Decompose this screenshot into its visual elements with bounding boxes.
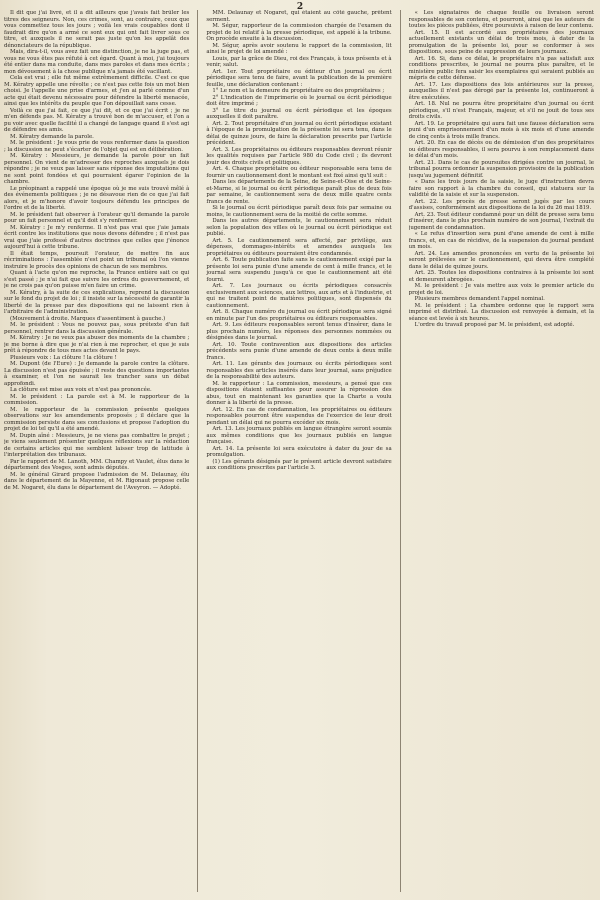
paragraph: M. Dupont (de l'Eure) : Je demande la parole contre la clôture. La discussion n'est pas épuisée ; il reste des questions importantes à examiner, et l'on ne saurait les trancher sans un débat approfondi. (4, 361, 190, 387)
paragraph: M. Ségur, après avoir soutenu le rapport de la commission, lit ainsi le projet de loi amendé : (206, 42, 392, 55)
paragraph: Dans les autres départements, le cautionnement sera réduit selon la population des villes où le journal ou écrit périodique est publié. (206, 218, 392, 237)
column-divider (400, 10, 401, 892)
paragraph: M. Kératry : Messieurs, je demande la parole pour un fait personnel. On vient de m'adresser des reproches auxquels je dois répondre ; je ne veux pas laisser sans réponse des imputations qui ne sont point fondées et qui pourraient égarer l'opinion de la chambre. (4, 153, 190, 185)
text-columns (4, 10, 594, 892)
paragraph: M. le président : La chambre ordonne que le rapport sera imprimé et distribué. La discussion est renvoyée à demain, et la séance est levée à six heures. (408, 302, 594, 322)
paragraph: Art. 21. Dans le cas de poursuites dirigées contre un journal, le tribunal pourra ordonner la suspension provisoire de la publication jusqu'au jugement définitif. (408, 159, 594, 179)
paragraph: M. le président : Je vais mettre aux voix le premier article du projet de loi. (408, 283, 594, 296)
paragraph: Dans les départements de la Seine, de Seine-et-Oise et de Seine-et-Marne, si le journal ou écrit périodique paraît plus de deux fois par semaine, le cautionnement sera de deux mille quatre cents francs de rente. (206, 179, 392, 205)
paragraph: Art. 1er. Tout propriétaire ou éditeur d'un journal ou écrit périodique sera tenu de faire, avant la publication de la première feuille, une déclaration contenant : (206, 68, 392, 88)
paragraph: M. Kératry : Je ne veux pas abuser des moments de la chambre ; je me borne à dire que je n'ai rien à me reprocher, et que je suis prêt à répondre de tous mes actes devant le pays. (4, 335, 190, 354)
paragraph: Art. 14. La présente loi sera exécutoire à dater du jour de sa promulgation. (206, 445, 392, 458)
paragraph: Art. 2. Tout propriétaire d'un journal ou écrit périodique existant à l'époque de la promulgation de la présente loi sera tenu, dans le délai de quinze jours, de faire la déclaration prescrite par l'article précédent. (206, 120, 392, 146)
paragraph: Art. 23. Tout éditeur condamné pour un délit de presse sera tenu d'insérer, dans le plus prochain numéro de son journal, l'extrait du jugement de condamnation. (408, 211, 594, 231)
paragraph: Le préopinant a rappelé une époque où je me suis trouvé mêlé à des événements politiques ; je ne désavoue rien de ce que j'ai fait alors, et je m'honore d'avoir toujours défendu les principes de l'ordre et de la liberté. (4, 185, 190, 211)
paragraph: « Le refus d'insertion sera puni d'une amende de cent à mille francs, et, en cas de récidive, de la suspension du journal pendant un mois. (408, 231, 594, 250)
paragraph: Art. 15. Il est accordé aux propriétaires des journaux actuellement existants un délai de trois mois, à dater de la promulgation de la présente loi, pour se conformer à ses dispositions, sous peine de suppression de leurs journaux. (408, 29, 594, 55)
paragraph: Louis, par la grâce de Dieu, roi des Français, à tous présents et à venir, salut. (206, 55, 392, 68)
paragraph: Art. 22. Les procès de presse seront jugés par les cours d'assises, conformément aux dispositions de la loi du 26 mai 1819. (408, 198, 594, 211)
paragraph: Art. 3. Les propriétaires ou éditeurs responsables devront réunir les qualités requises par l'article 980 du Code civil ; ils devront jouir des droits civils et politiques. (206, 146, 392, 166)
column-divider (197, 10, 198, 892)
paragraph: Art. 16. Si, dans ce délai, le propriétaire n'a pas satisfait aux conditions prescrites, le journal ne pourra plus paraître, et le ministère public fera saisir les exemplaires qui seraient publiés au mépris de cette défense. (408, 55, 594, 81)
paragraph: « Les signataires de chaque feuille ou livraison seront responsables de son contenu, et pourront, ainsi que les auteurs de toutes les pièces publiées, être poursuivis à raison de leur contenu. (408, 10, 594, 29)
paragraph: « Dans les trois jours de la saisie, le juge d'instruction devra faire son rapport à la chambre du conseil, qui statuera sur la validité de la saisie et sur la suspension. (408, 179, 594, 198)
paragraph: M. le président : Vous ne pouvez pas, sous prétexte d'un fait personnel, rentrer dans la discussion générale. (4, 322, 190, 335)
paragraph: Art. 5. Le cautionnement sera affecté, par privilège, aux dépenses, dommages-intérêts et amendes auxquels les propriétaires ou éditeurs pourraient être condamnés. (206, 237, 392, 257)
paragraph: M. le rapporteur : La commission, messieurs, a pensé que ces dispositions étaient suffisantes pour assurer la répression des abus, tout en maintenant les garanties que la Charte a voulu donner à la liberté de la presse. (206, 380, 392, 406)
paragraph: Art. 11. Les gérants des journaux ou écrits périodiques sont responsables des articles insérés dans leur journal, sans préjudice de la responsabilité des auteurs. (206, 361, 392, 380)
paragraph: Il dit que j'ai livré, et il a dit ailleurs que j'avais fait brûler les titres des seigneurs. Non, ces crimes, sont, au contraire, ceux que vous commettez tous les jours ; voilà les vrais coupables dont il faudrait dire qu'on a armé ce sont eux qui ont fait livrer sous ce titre, et auxquels il ne serait pas juste qu'on les appelât des dénonciateurs de la république. (4, 10, 190, 49)
paragraph: Art. 13. Les journaux publiés en langue étrangère seront soumis aux mêmes conditions que les journaux publiés en langue française. (206, 426, 392, 445)
column-middle (206, 10, 391, 892)
paragraph: Par le rapport de M. Lanoth, MM. Champy et Vaulet, élus dans le département des Vosges, sont admis députés. (4, 458, 190, 471)
paragraph: Art. 12. En cas de condamnation, les propriétaires ou éditeurs responsables pourront être suspendus de l'exercice de leur droit pendant un délai qui ne pourra excéder six mois. (206, 406, 392, 426)
paragraph: Art. 25. Toutes les dispositions contraires à la présente loi sont et demeurent abrogées. (408, 270, 594, 283)
paragraph: Quant à l'acte qu'on me reproche, la France entière sait ce qui s'est passé ; je n'ai fait que suivre les ordres du gouvernement, et je ne crois pas qu'on puisse m'en faire un crime. (4, 270, 190, 289)
paragraph: Art. 20. En cas de décès ou de démission d'un des propriétaires ou éditeurs responsables, il sera pourvu à son remplacement dans le délai d'un mois. (408, 140, 594, 159)
paragraph: M. Kératry demande la parole. (10, 133, 94, 140)
paragraph: 3° Le titre du journal ou écrit périodique et les époques auxquelles il doit paraître. (206, 107, 392, 120)
paragraph: Art. 18. Nul ne pourra être propriétaire d'un journal ou écrit périodique, s'il n'est Français, majeur, et s'il ne jouit de tous ses droits civils. (408, 101, 594, 120)
paragraph: Voilà ce que j'ai fait, ce que j'ai dit, et ce que j'ai écrit ; je ne m'en défends pas. M. Kératry a trouvé bon de m'accuser, et l'on a pu voir avec quelle facilité il a changé de langage quand il s'est agi de défendre ses amis. (4, 107, 190, 133)
paragraph: Art. 9. Les éditeurs responsables seront tenus d'insérer, dans le plus prochain numéro, les réponses des personnes nommées ou désignées dans le journal. (206, 322, 392, 341)
paragraph: Plusieurs voix : La clôture ! la clôture ! (10, 354, 117, 361)
paragraph: M. Kératry : Je m'y renferme. Il n'est pas vrai que j'aie jamais écrit contre les institutions que nous devons défendre ; il n'est pas vrai que j'aie professé d'autres doctrines que celles que j'énonce aujourd'hui à cette tribune. (4, 224, 190, 250)
paragraph: Art. 7. Les journaux ou écrits périodiques consacrés exclusivement aux sciences, aux lettres, aux arts et à l'industrie, et qui ne traitent point de matières politiques, sont dispensés du cautionnement. (206, 283, 392, 309)
paragraph: Art. 10. Toute contravention aux dispositions des articles précédents sera punie d'une amende de deux cents à deux mille francs. (206, 341, 392, 361)
paragraph: M. le général Girard propose l'admission de M. Delaunay, élu dans le département de la Mayenne, et M. Rigonaut propose celle de M. Nogaret, élu dans le département de l'Aveyron. — Adopté. (4, 471, 190, 491)
paragraph: M. le président : Je vous prie de vous renfermer dans la question ; la discussion ne peut s'écarter de l'objet qui est en délibération. (4, 140, 190, 153)
paragraph: 1° Le nom et la demeure du propriétaire ou des propriétaires ; (212, 88, 385, 94)
paragraph: La clôture est mise aux voix et n'est pas prononcée. (10, 387, 152, 393)
column-left (4, 10, 189, 892)
paragraph: Cela est vrai ; elle fut même extrêmement difficile. C'est ce que M. Kératry appelle une révolte ; ce n'est pas cette fois un mot bien choisi. Je l'appelle une prise d'armes, et j'en ai parlé comme d'un acte qui était devenu nécessaire pour défendre la liberté menacée, ainsi que les intérêts du peuple que l'on dépouillait sans cesse. (4, 75, 190, 107)
paragraph: M. Dupin aîné : Messieurs, je ne viens pas combattre le projet ; je viens seulement présenter quelques réflexions sur la rédaction de certains articles qui me semblent laisser trop de latitude à l'interprétation des tribunaux. (4, 432, 190, 458)
paragraph: (Mouvement à droite. Marques d'assentiment à gauche.) (10, 315, 166, 322)
paragraph: Art. 6. Toute publication faite sans le cautionnement exigé par la présente loi sera punie d'une amende de cent à mille francs, et le journal sera suspendu jusqu'à ce que le cautionnement ait été fourni. (206, 257, 392, 283)
paragraph: M. le président fait observer à l'orateur qu'il demande la parole pour un fait personnel et qu'il doit s'y renfermer. (4, 211, 190, 224)
paragraph: (1) Les gérants désignés par le présent article devront satisfaire aux conditions prescrites par l'article 3. (206, 458, 392, 471)
paragraph: Art. 8. Chaque numéro du journal ou écrit périodique sera signé en minute par l'un des propriétaires ou éditeurs responsables. (206, 309, 392, 322)
column-right (409, 10, 594, 892)
paragraph: Mais, dira-t-il, vous avez fait une distinction, je ne la juge pas, et vous ne vous êtes pas réfuté à cet égard. Quant à moi, j'ai toujours été entier dans ma conduite, dans mes paroles et dans mes écrits ; mon dévouement à la chose publique n'a jamais été vacillant. (4, 49, 190, 75)
paragraph: L'ordre du travail proposé par M. le président, est adopté. (414, 322, 575, 328)
paragraph: MM. Delaunay et Nogaret, qui étaient au côté gauche, prêtent serment. (206, 10, 392, 23)
paragraph: M. le rapporteur de la commission présente quelques observations sur les amendements proposés ; il déclare que la commission persiste dans ses conclusions et propose l'adoption du projet de loi tel qu'il a été amendé. (4, 406, 190, 432)
page-number: 2 (296, 2, 304, 12)
paragraph: Si le journal ou écrit périodique paraît deux fois par semaine ou moins, le cautionnement sera de la moitié de cette somme. (206, 205, 392, 218)
paragraph: M. Ségur, rapporteur de la commission chargée de l'examen du projet de loi relatif à la presse périodique, est appelé à la tribune. On procède ensuite à la discussion. (206, 23, 392, 42)
paragraph: Art. 17. Les dispositions des lois antérieures sur la presse, auxquelles il n'est pas dérogé par la présente loi, continueront à être exécutées. (408, 81, 594, 101)
paragraph: Art. 24. Les amendes prononcées en vertu de la présente loi seront prélevées sur le cautionnement, qui devra être complété dans le délai de quinze jours. (408, 250, 594, 270)
paragraph: Plusieurs membres demandent l'appel nominal. (414, 296, 545, 302)
paragraph: Il était temps, poursuit l'orateur, de mettre fin aux récriminations : l'assemblée n'est point un tribunal où l'on vienne instruire le procès des opinions de chacun de ses membres. (4, 250, 190, 270)
paragraph: M. Kératry, à la suite de ces explications, reprend la discussion sur le fond du projet de loi ; il insiste sur la nécessité de garantir la liberté de la presse par des dispositions qui ne laissent rien à l'arbitraire de l'administration. (4, 289, 190, 315)
paragraph: M. le président : La parole est à M. le rapporteur de la commission. (4, 393, 190, 406)
paragraph: 2° L'indication de l'imprimerie où le journal ou écrit périodique doit être imprimé ; (206, 94, 392, 107)
paragraph: Art. 19. Le propriétaire qui aura fait une fausse déclaration sera puni d'un emprisonnement d'un mois à six mois et d'une amende de cinq cents à trois mille francs. (408, 120, 594, 140)
paragraph: Art. 4. Chaque propriétaire ou éditeur responsable sera tenu de fournir un cautionnement dont le montant est fixé ainsi qu'il suit : (206, 166, 392, 179)
